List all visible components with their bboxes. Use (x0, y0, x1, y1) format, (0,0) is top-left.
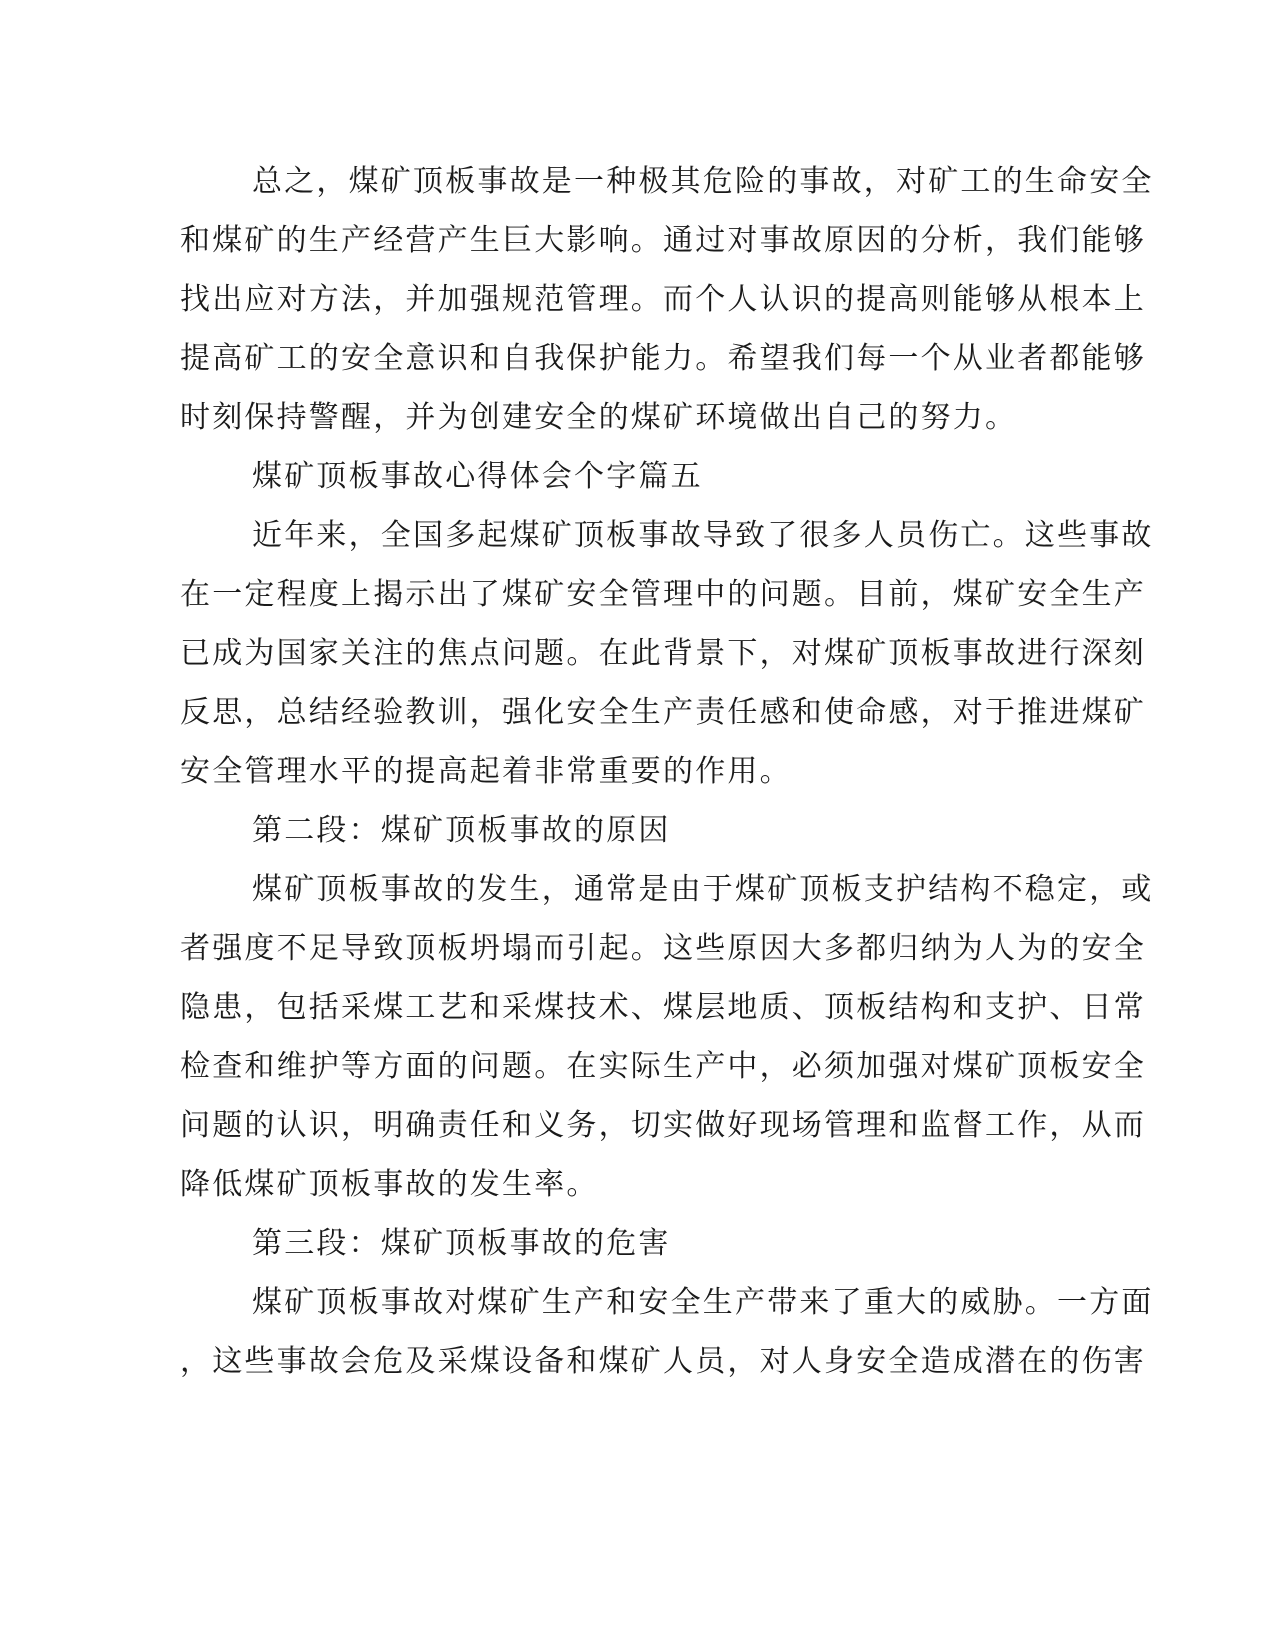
paragraph-line: 反思，总结经验教训，强化安全生产责任感和使命感，对于推进煤矿 (180, 695, 1146, 730)
paragraph-line: 煤矿顶板事故对煤矿生产和安全生产带来了重大的威胁。一方面 (252, 1285, 1154, 1320)
paragraph-line: 近年来，全国多起煤矿顶板事故导致了很多人员伤亡。这些事故 (252, 518, 1154, 553)
paragraph-line: 和煤矿的生产经营产生巨大影响。通过对事故原因的分析，我们能够 (180, 223, 1146, 258)
paragraph-line: ，这些事故会危及采煤设备和煤矿人员，对人身安全造成潜在的伤害 (180, 1344, 1146, 1379)
paragraph-line: 煤矿顶板事故的发生，通常是由于煤矿顶板支护结构不稳定，或 (252, 872, 1154, 907)
paragraph-line: 总之，煤矿顶板事故是一种极其危险的事故，对矿工的生命安全 (252, 164, 1154, 199)
section-heading: 第二段：煤矿顶板事故的原因 (252, 813, 671, 848)
paragraph-line: 降低煤矿顶板事故的发生率。 (180, 1167, 599, 1202)
paragraph-line: 已成为国家关注的焦点问题。在此背景下，对煤矿顶板事故进行深刻 (180, 636, 1146, 671)
paragraph-line: 者强度不足导致顶板坍塌而引起。这些原因大多都归纳为人为的安全 (180, 931, 1146, 966)
paragraph-line: 时刻保持警醒，并为创建安全的煤矿环境做出自己的努力。 (180, 400, 1018, 435)
section-heading: 煤矿顶板事故心得体会个字篇五 (252, 459, 703, 494)
paragraph-line: 找出应对方法，并加强规范管理。而个人认识的提高则能够从根本上 (180, 282, 1146, 317)
section-heading: 第三段：煤矿顶板事故的危害 (252, 1226, 671, 1261)
paragraph-line: 问题的认识，明确责任和义务，切实做好现场管理和监督工作，从而 (180, 1108, 1146, 1143)
paragraph-line: 安全管理水平的提高起着非常重要的作用。 (180, 754, 792, 789)
paragraph-line: 在一定程度上揭示出了煤矿安全管理中的问题。目前，煤矿安全生产 (180, 577, 1146, 612)
paragraph-line: 隐患，包括采煤工艺和采煤技术、煤层地质、顶板结构和支护、日常 (180, 990, 1146, 1025)
document-body (180, 152, 1154, 1391)
paragraph-line: 提高矿工的安全意识和自我保护能力。希望我们每一个从业者都能够 (180, 341, 1146, 376)
paragraph-line: 检查和维护等方面的问题。在实际生产中，必须加强对煤矿顶板安全 (180, 1049, 1146, 1084)
